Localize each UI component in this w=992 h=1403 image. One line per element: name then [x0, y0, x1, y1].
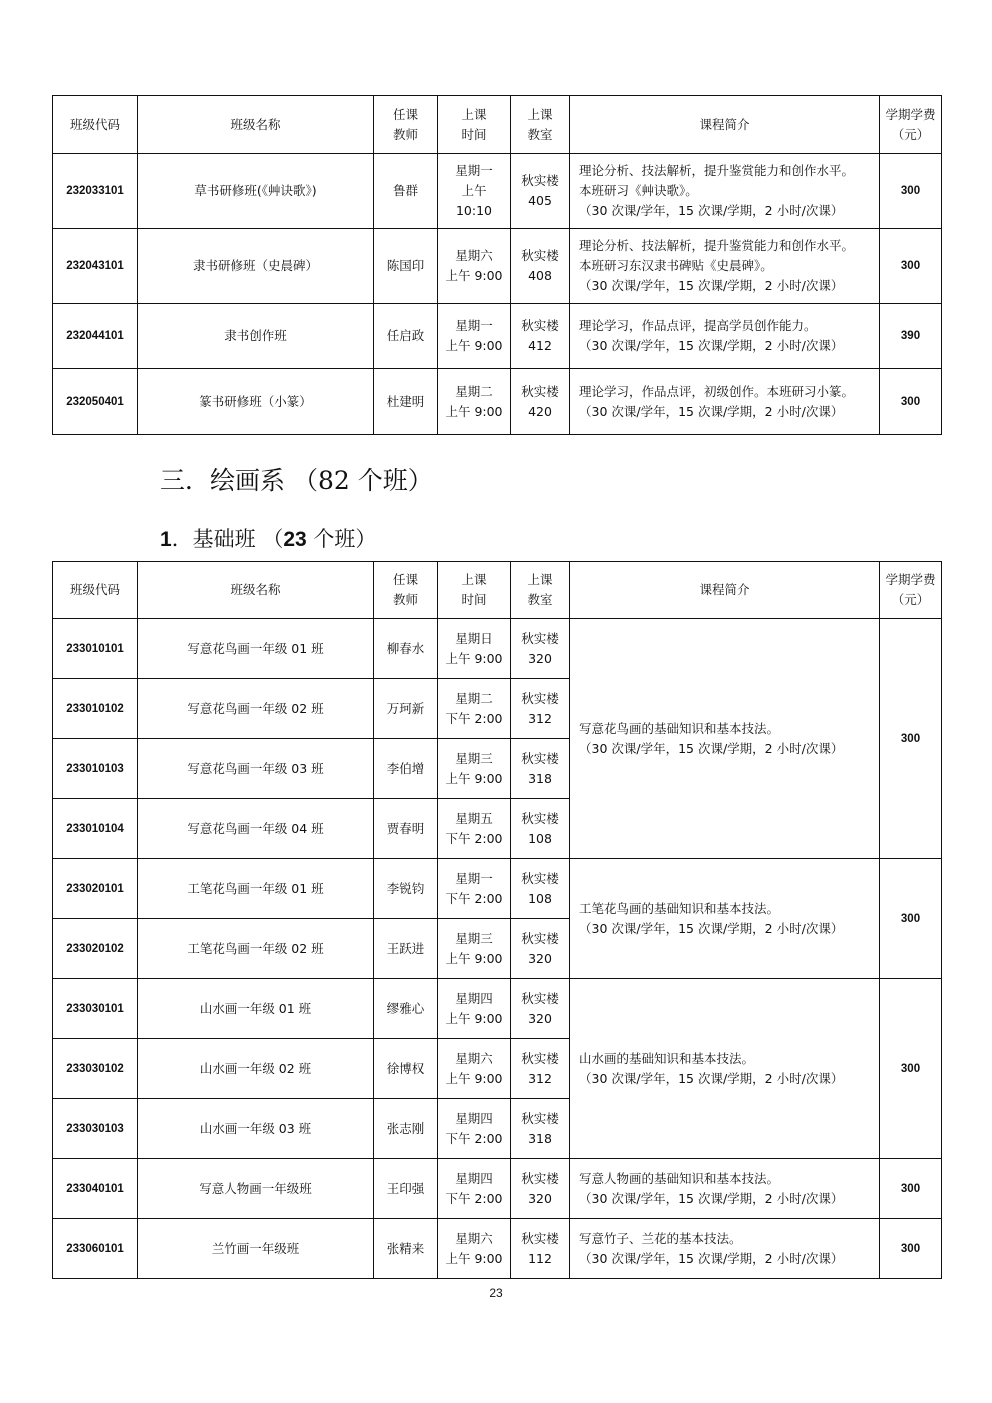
class-name: 写意花鸟画一年级 03 班	[138, 739, 374, 799]
header-time: 上课 时间	[438, 562, 511, 619]
header-class-name: 班级名称	[138, 96, 374, 154]
tuition-fee: 300	[880, 229, 942, 304]
classroom: 秋实楼 412	[511, 304, 570, 369]
class-name: 篆书研修班（小篆）	[138, 369, 374, 435]
header-teacher: 任课 教师	[374, 96, 438, 154]
teacher: 杜建明	[374, 369, 438, 435]
classroom: 秋实楼 318	[511, 1099, 570, 1159]
classroom: 秋实楼 408	[511, 229, 570, 304]
tuition-fee: 390	[880, 304, 942, 369]
class-name: 写意花鸟画一年级 04 班	[138, 799, 374, 859]
class-time: 星期六 上午 9:00	[438, 1039, 511, 1099]
table-header-row	[53, 562, 942, 619]
calligraphy-class-table	[52, 95, 942, 435]
teacher: 鲁群	[374, 154, 438, 229]
class-code: 233010101	[53, 619, 138, 679]
class-time: 星期一 上午 10:10	[438, 154, 511, 229]
teacher: 李锐钧	[374, 859, 438, 919]
header-room: 上课 教室	[511, 96, 570, 154]
course-description: 理论分析、技法解析，提升鉴赏能力和创作水平。 本班研习东汉隶书碑贴《史晨碑》。 （30 次课/学年，15 次课/学期，2 小时/次课）	[570, 229, 880, 304]
class-time: 星期二 上午 9:00	[438, 369, 511, 435]
class-time: 星期三 上午 9:00	[438, 919, 511, 979]
classroom: 秋实楼 318	[511, 739, 570, 799]
class-code: 233030101	[53, 979, 138, 1039]
classroom: 秋实楼 112	[511, 1219, 570, 1279]
class-name: 隶书创作班	[138, 304, 374, 369]
class-code: 233010102	[53, 679, 138, 739]
header-description: 课程简介	[570, 96, 880, 154]
teacher: 李伯增	[374, 739, 438, 799]
course-description: 山水画的基础知识和基本技法。 （30 次课/学年，15 次课/学期，2 小时/次课）	[570, 979, 880, 1159]
table-row	[53, 304, 942, 369]
class-code: 233020102	[53, 919, 138, 979]
subsection-count: 23	[283, 528, 307, 551]
table-row	[53, 619, 942, 679]
header-fee: 学期学费 （元）	[880, 562, 942, 619]
tuition-fee: 300	[880, 979, 942, 1159]
classroom: 秋实楼 420	[511, 369, 570, 435]
tuition-fee: 300	[880, 619, 942, 859]
class-name: 工笔花鸟画一年级 02 班	[138, 919, 374, 979]
class-code: 233010103	[53, 739, 138, 799]
class-code: 232044101	[53, 304, 138, 369]
class-code: 232033101	[53, 154, 138, 229]
header-time: 上课 时间	[438, 96, 511, 154]
class-code: 232043101	[53, 229, 138, 304]
class-name: 写意花鸟画一年级 01 班	[138, 619, 374, 679]
class-name: 写意花鸟画一年级 02 班	[138, 679, 374, 739]
course-description: 理论学习，作品点评，提高学员创作能力。 （30 次课/学年，15 次课/学期，2 小时/次课）	[570, 304, 880, 369]
subsection-suffix: 个班）	[306, 527, 377, 551]
subsection-heading	[160, 523, 376, 553]
header-fee: 学期学费 （元）	[880, 96, 942, 154]
class-code: 233020101	[53, 859, 138, 919]
class-name: 山水画一年级 03 班	[138, 1099, 374, 1159]
classroom: 秋实楼 108	[511, 799, 570, 859]
class-time: 星期六 上午 9:00	[438, 229, 511, 304]
header-room: 上课 教室	[511, 562, 570, 619]
class-name: 兰竹画一年级班	[138, 1219, 374, 1279]
classroom: 秋实楼 320	[511, 1159, 570, 1219]
painting-class-table	[52, 561, 942, 1279]
class-time: 星期四 上午 9:00	[438, 979, 511, 1039]
tuition-fee: 300	[880, 859, 942, 979]
classroom: 秋实楼 108	[511, 859, 570, 919]
course-description: 写意人物画的基础知识和基本技法。 （30 次课/学年，15 次课/学期，2 小时/次课）	[570, 1159, 880, 1219]
course-description: 理论学习，作品点评，初级创作。本班研习小篆。 （30 次课/学年，15 次课/学期，2 小时/次课）	[570, 369, 880, 435]
class-code: 233060101	[53, 1219, 138, 1279]
class-name: 写意人物画一年级班	[138, 1159, 374, 1219]
class-name: 隶书研修班（史晨碑）	[138, 229, 374, 304]
tuition-fee: 300	[880, 154, 942, 229]
department-heading: 三．绘画系 （82 个班）	[160, 466, 433, 495]
class-time: 星期日 上午 9:00	[438, 619, 511, 679]
header-class-code: 班级代码	[53, 562, 138, 619]
class-time: 星期四 下午 2:00	[438, 1159, 511, 1219]
table-row	[53, 229, 942, 304]
classroom: 秋实楼 320	[511, 979, 570, 1039]
teacher: 缪雅心	[374, 979, 438, 1039]
class-code: 233040101	[53, 1159, 138, 1219]
course-description: 写意竹子、兰花的基本技法。 （30 次课/学年，15 次课/学期，2 小时/次课）	[570, 1219, 880, 1279]
teacher: 张志刚	[374, 1099, 438, 1159]
subsection-title: ．基础班 （	[171, 527, 284, 551]
class-name: 山水画一年级 02 班	[138, 1039, 374, 1099]
table-row	[53, 859, 942, 919]
classroom: 秋实楼 320	[511, 919, 570, 979]
teacher: 徐博权	[374, 1039, 438, 1099]
course-description: 写意花鸟画的基础知识和基本技法。 （30 次课/学年，15 次课/学期，2 小时/次课）	[570, 619, 880, 859]
teacher: 陈国印	[374, 229, 438, 304]
tuition-fee: 300	[880, 1219, 942, 1279]
teacher: 贾春明	[374, 799, 438, 859]
class-time: 星期一 上午 9:00	[438, 304, 511, 369]
header-teacher: 任课 教师	[374, 562, 438, 619]
class-code: 233030103	[53, 1099, 138, 1159]
teacher: 张精来	[374, 1219, 438, 1279]
page-number: 23	[489, 1286, 503, 1300]
class-time: 星期四 下午 2:00	[438, 1099, 511, 1159]
class-time: 星期五 下午 2:00	[438, 799, 511, 859]
course-description: 工笔花鸟画的基础知识和基本技法。 （30 次课/学年，15 次课/学期，2 小时/次课）	[570, 859, 880, 979]
table-header-row	[53, 96, 942, 154]
classroom: 秋实楼 320	[511, 619, 570, 679]
teacher: 柳春水	[374, 619, 438, 679]
header-class-name: 班级名称	[138, 562, 374, 619]
classroom: 秋实楼 312	[511, 679, 570, 739]
teacher: 王印强	[374, 1159, 438, 1219]
class-time: 星期三 上午 9:00	[438, 739, 511, 799]
class-code: 232050401	[53, 369, 138, 435]
classroom: 秋实楼 312	[511, 1039, 570, 1099]
table-row	[53, 369, 942, 435]
teacher: 万珂新	[374, 679, 438, 739]
tuition-fee: 300	[880, 369, 942, 435]
class-code: 233030102	[53, 1039, 138, 1099]
header-class-code: 班级代码	[53, 96, 138, 154]
table-row	[53, 154, 942, 229]
teacher: 王跃进	[374, 919, 438, 979]
teacher: 任启政	[374, 304, 438, 369]
class-time: 星期一 下午 2:00	[438, 859, 511, 919]
subsection-number: 1	[160, 528, 172, 551]
class-code: 233010104	[53, 799, 138, 859]
course-description: 理论分析、技法解析，提升鉴赏能力和创作水平。 本班研习《艸诀歌》。 （30 次课/学年，15 次课/学期，2 小时/次课）	[570, 154, 880, 229]
header-description: 课程简介	[570, 562, 880, 619]
table-row	[53, 979, 942, 1039]
table-row	[53, 1219, 942, 1279]
class-name: 工笔花鸟画一年级 01 班	[138, 859, 374, 919]
classroom: 秋实楼 405	[511, 154, 570, 229]
class-time: 星期六 上午 9:00	[438, 1219, 511, 1279]
class-time: 星期二 下午 2:00	[438, 679, 511, 739]
table-row	[53, 1159, 942, 1219]
class-name: 山水画一年级 01 班	[138, 979, 374, 1039]
class-name: 草书研修班(《艸诀歌》)	[138, 154, 374, 229]
tuition-fee: 300	[880, 1159, 942, 1219]
